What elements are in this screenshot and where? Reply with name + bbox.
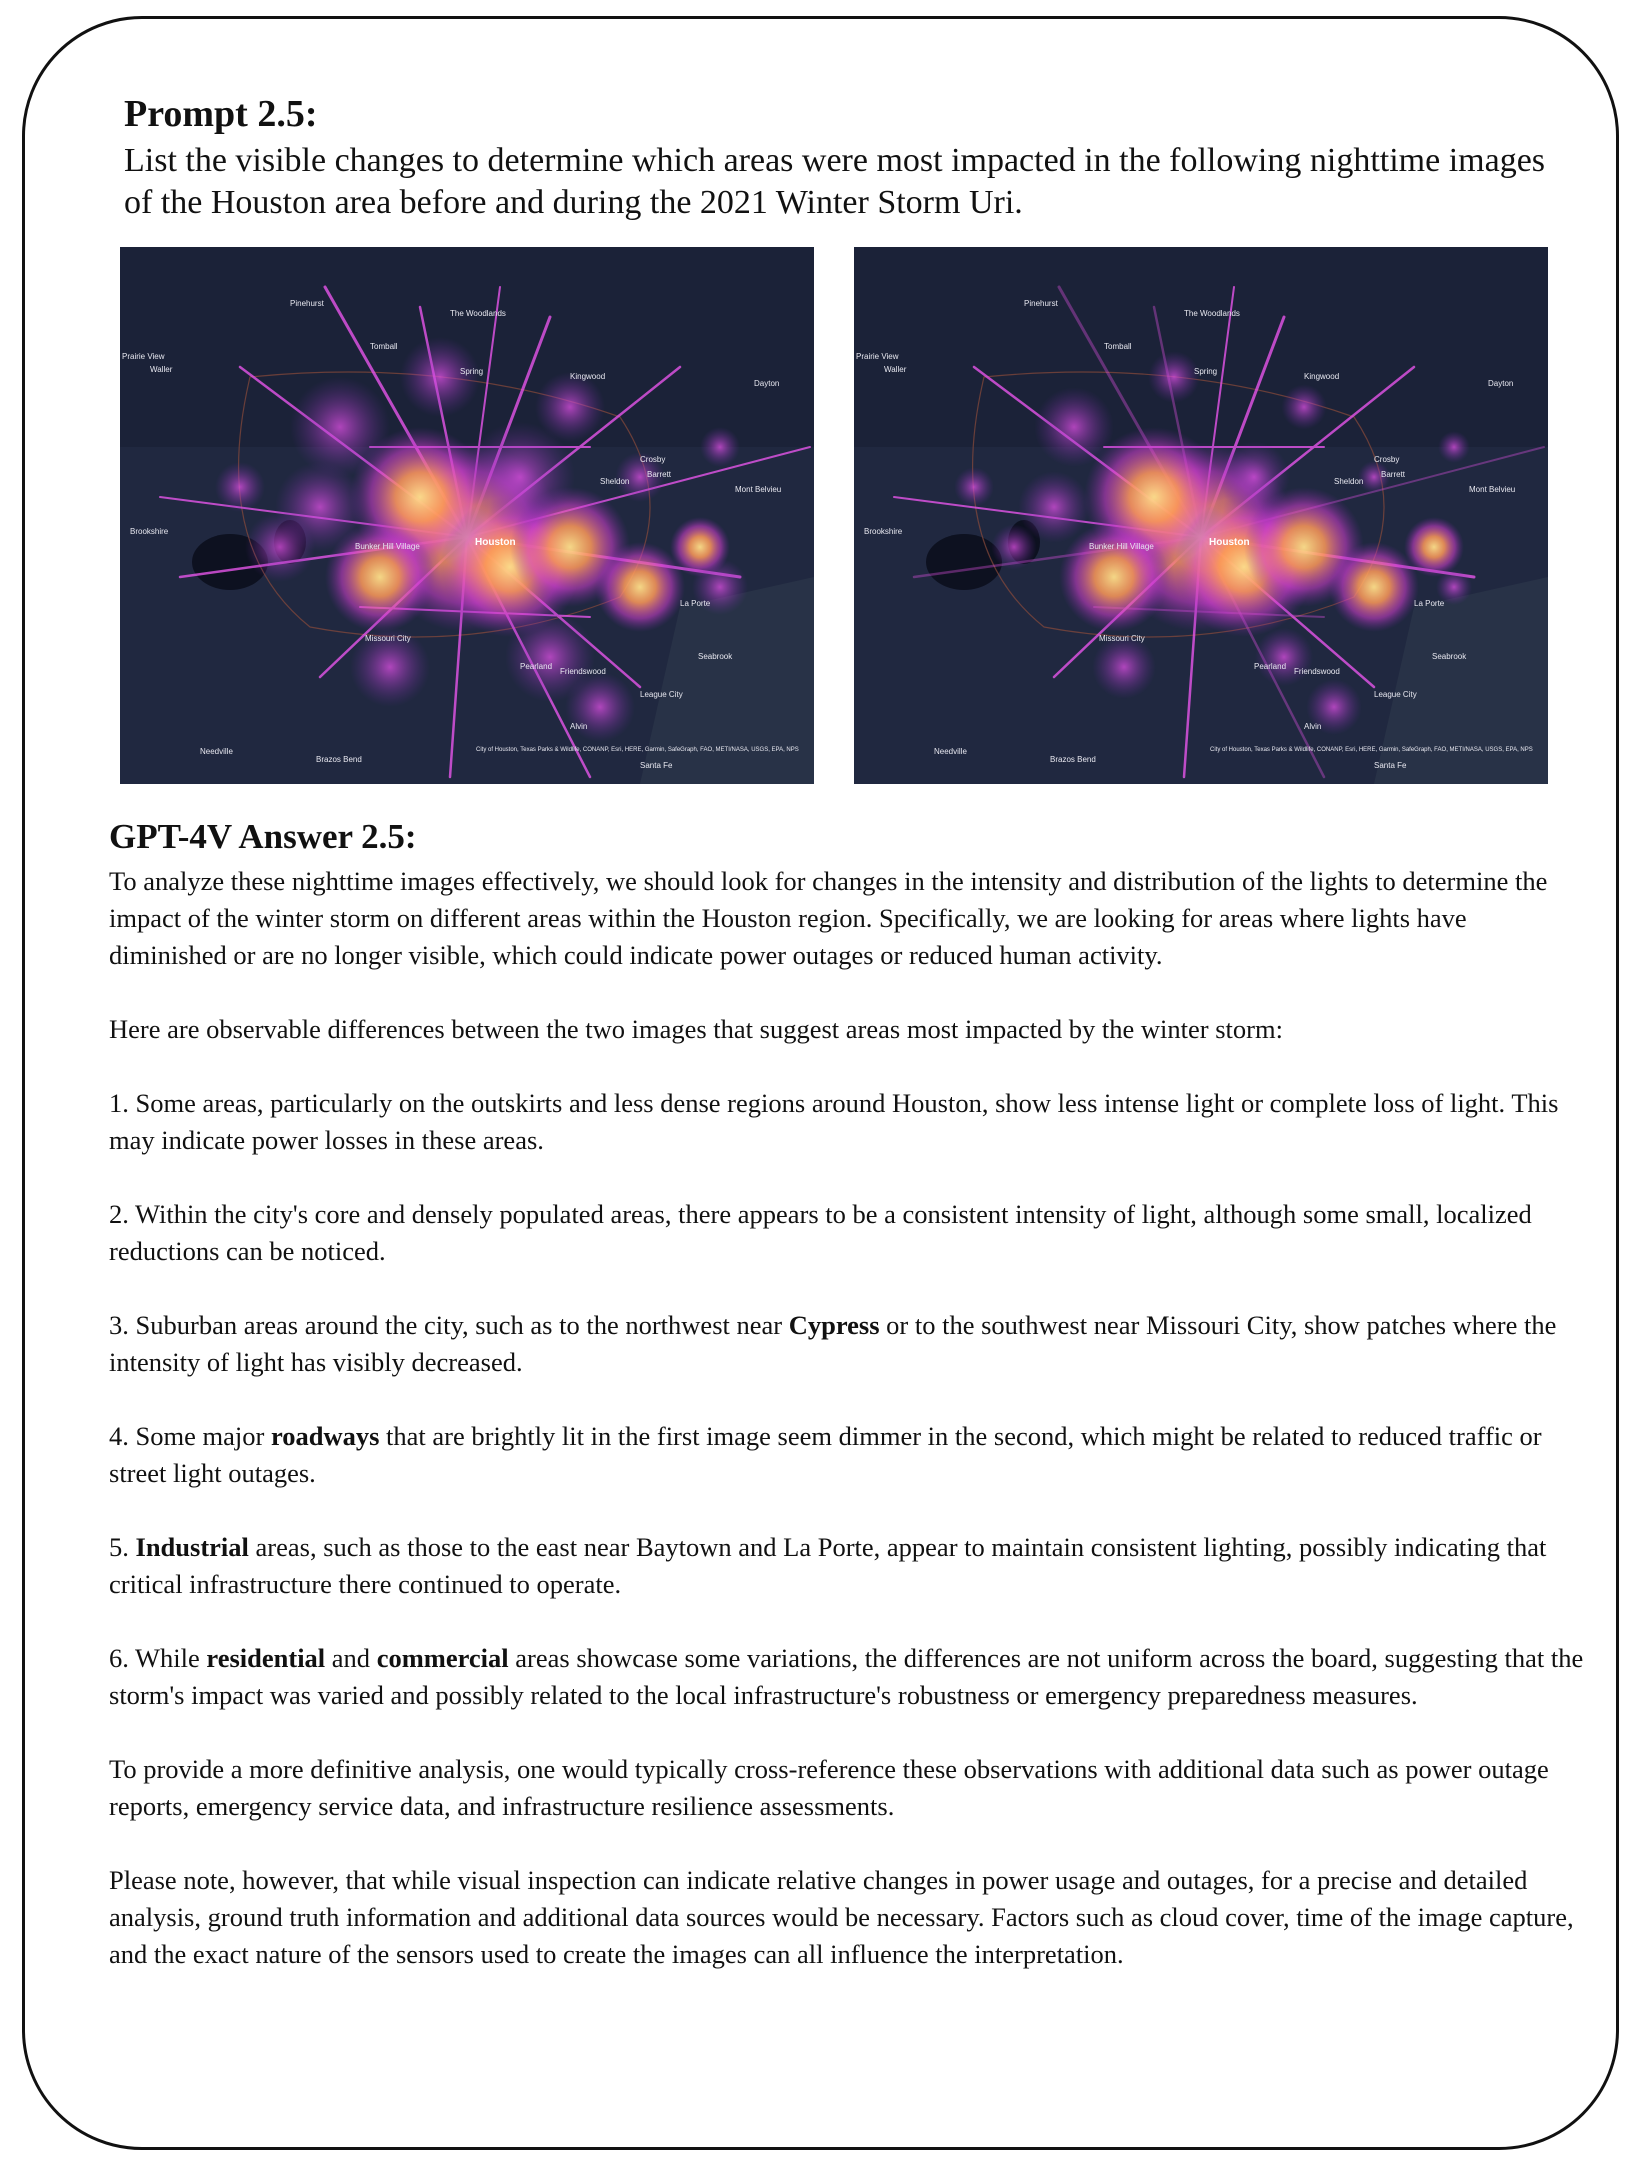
city-light-cluster [1092,635,1156,699]
map-label-sheldon: Sheldon [600,477,630,486]
map-label-dayton: Dayton [754,379,780,388]
map-label-barrett: Barrett [647,470,672,479]
map-label-la-porte: La Porte [1414,599,1445,608]
city-light-cluster [1281,384,1327,430]
map-label-santa-fe: Santa Fe [640,761,673,770]
city-light-cluster [991,524,1037,570]
city-light-cluster [215,462,265,512]
map-label-pinehurst: Pinehurst [1024,299,1058,308]
map-label-houston: Houston [1209,537,1250,548]
map-label-league-city: League City [640,690,683,699]
map-label-woodlands: The Woodlands [450,309,506,318]
city-light-cluster [700,427,740,467]
city-light-cluster [1438,431,1470,463]
map-during-storm [854,247,1548,784]
map-label-missouri-city: Missouri City [1099,634,1145,643]
answer-note: Please note, however, that while visual inspection can indicate relative changes in power usage and outages, for a precise and detailed analysis, ground truth information and additional data sources would be necessary. Factors such as cloud cover, time of the image capture, and the exact nature of the sensors used to create the images can all influence the interpretation. [109,1865,1574,1969]
map-label-mont-belvieu: Mont Belvieu [735,485,782,494]
map-label-friendswood: Friendswood [560,667,606,676]
map-label-needville: Needville [934,747,967,756]
answer-item-6: 6. While residential and commercial areas showcase some variations, the differences are not uniform across the board, suggesting that the storm's impact was varied and possibly related to the local infrastructure's robustness or emergency preparedness measures. [109,1643,1584,1710]
map-label-pinehurst: Pinehurst [290,299,324,308]
prompt-text: List the visible changes to determine which areas were most impacted in the following nighttime images of the Houston area before and during the 2021 Winter Storm Uri. [124,142,1546,221]
map-label-brookshire: Brookshire [130,527,169,536]
night-lights-map-svg [854,247,1548,784]
map-label-bunker-hill: Bunker Hill Village [355,542,420,551]
map-label-tomball: Tomball [1104,342,1132,351]
map-label-attribution: City of Houston, Texas Parks & Wildlife, CONANP, Esri, HERE, Garmin, SafeGraph, FAO, METI/NASA, USGS, EPA, NPS [476,747,799,753]
answer-item-5: 5. Industrial areas, such as those to the east near Baytown and La Porte, appear to maintain consistent lighting, possibly indicating that critical infrastructure there continued to operate. [109,1532,1547,1599]
map-label-tomball: Tomball [370,342,398,351]
city-light-cluster [1404,517,1464,577]
map-label-alvin: Alvin [1304,722,1322,731]
map-label-crosby: Crosby [1374,455,1400,464]
map-label-dayton: Dayton [1488,379,1514,388]
answer-lead: Here are observable differences between the two images that suggest areas most impacted by the winter storm: [109,1014,1283,1044]
city-light-cluster [1059,522,1169,632]
map-label-la-porte: La Porte [680,599,711,608]
map-label-missouri-city: Missouri City [365,634,411,643]
map-label-waller: Waller [884,365,907,374]
city-light-cluster [535,372,605,442]
map-before-storm [120,247,814,784]
map-label-crosby: Crosby [640,455,666,464]
city-light-cluster [290,377,390,477]
map-label-prairie-view: Prairie View [856,352,899,361]
map-label-santa-fe: Santa Fe [1374,761,1407,770]
answer-title: GPT-4V Answer 2.5: [109,817,417,856]
map-label-houston: Houston [475,537,516,548]
city-light-cluster [1218,441,1290,513]
map-label-pearland: Pearland [520,662,553,671]
answer-conclusion: To provide a more definitive analysis, one would typically cross-reference these observations with additional data such as power outage reports, emergency service data, and infrastructure resilience assessments. [109,1754,1549,1821]
map-label-barrett: Barrett [1381,470,1406,479]
map-label-alvin: Alvin [570,722,588,731]
map-label-spring: Spring [460,367,484,376]
city-light-cluster [565,672,635,742]
map-label-league-city: League City [1374,690,1417,699]
map-label-spring: Spring [1194,367,1218,376]
city-light-cluster [954,467,994,507]
map-label-seabrook: Seabrook [1432,652,1467,661]
answer-body [109,863,1589,1973]
map-label-attribution: City of Houston, Texas Parks & Wildlife, CONANP, Esri, HERE, Garmin, SafeGraph, FAO, METI/NASA, USGS, EPA, NPS [1210,747,1533,753]
map-label-brazos-bend: Brazos Bend [1050,755,1096,764]
map-label-seabrook: Seabrook [698,652,733,661]
map-label-brazos-bend: Brazos Bend [316,755,362,764]
answer-item-1: 1. Some areas, particularly on the outskirts and less dense regions around Houston, show less intense light or complete loss of light. This may indicate power losses in these areas. [109,1088,1559,1155]
city-light-cluster [245,512,315,582]
map-label-mont-belvieu: Mont Belvieu [1469,485,1516,494]
map-label-waller: Waller [150,365,173,374]
map-label-woodlands: The Woodlands [1184,309,1240,318]
map-label-sheldon: Sheldon [1334,477,1364,486]
city-light-cluster [1034,387,1114,467]
answer-item-4: 4. Some major roadways that are brightly lit in the first image seem dimmer in the second, which might be related to reduced traffic or street light outages. [109,1421,1542,1488]
map-label-pearland: Pearland [1254,662,1287,671]
prompt-title: Prompt 2.5: [124,93,318,135]
map-label-needville: Needville [200,747,233,756]
night-lights-map-svg [120,247,814,784]
map-label-bunker-hill: Bunker Hill Village [1089,542,1154,551]
answer-item-3: 3. Suburban areas around the city, such as to the northwest near Cypress or to the southwest near Missouri City, show patches where the intensity of light has visibly decreased. [109,1310,1557,1377]
map-label-kingwood: Kingwood [570,372,606,381]
city-light-cluster [400,337,480,417]
city-light-cluster [1148,351,1200,403]
map-label-kingwood: Kingwood [1304,372,1340,381]
city-light-cluster [1255,628,1314,687]
answer-intro: To analyze these nighttime images effectively, we should look for changes in the intensity and distribution of the lights to determine the impact of the winter storm on different areas within the Houston region. Specifically, we are looking for areas where lights have diminished or are no longer visible, which could indicate power outages or reduced human activity. [109,866,1548,970]
map-label-friendswood: Friendswood [1294,667,1340,676]
map-label-brookshire: Brookshire [864,527,903,536]
answer-item-2: 2. Within the city's core and densely populated areas, there appears to be a consistent intensity of light, although some small, localized reductions can be noticed. [109,1199,1532,1266]
map-label-prairie-view: Prairie View [122,352,165,361]
